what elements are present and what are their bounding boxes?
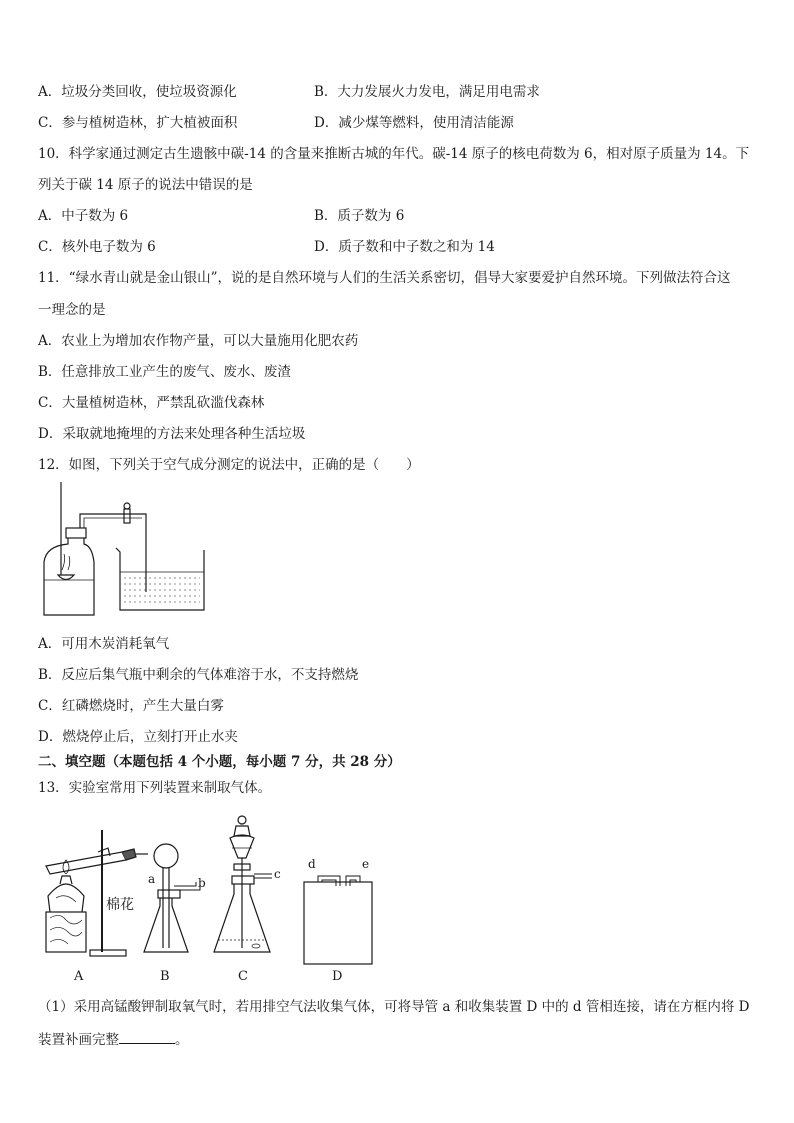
air-composition-apparatus-figure <box>36 480 216 620</box>
q11-option-d: D．采取就地掩埋的方法来处理各种生活垃圾 <box>38 426 306 442</box>
gas-preparation-apparatus-figure <box>36 812 396 988</box>
apparatus-b <box>144 844 200 952</box>
water-clamp <box>124 509 130 523</box>
q13-sub1-text: 装置补画完整 <box>38 1032 119 1048</box>
q9-option-d: D．减少煤等燃料，使用清洁能源 <box>314 115 514 131</box>
gas-collecting-bottle <box>44 538 94 615</box>
label-a: a <box>148 872 156 886</box>
q10-option-b: B．质子数为 6 <box>314 208 405 224</box>
q9-option-c: C．参与植树造林，扩大植被面积 <box>38 115 238 131</box>
answer-blank <box>119 1029 175 1044</box>
label-apparatus-b: B <box>160 969 170 984</box>
combustion-spoon <box>58 575 74 580</box>
apparatus-a <box>46 830 148 956</box>
q13-sub1-line2 <box>38 1029 189 1050</box>
bottle-stopper <box>66 528 86 538</box>
q13-sub1-end: 。 <box>175 1032 189 1048</box>
apparatus-d <box>304 876 372 964</box>
q11-option-c: C．大量植树造林，严禁乱砍滥伐森林 <box>38 395 265 411</box>
water-pattern <box>124 578 200 602</box>
q12-option-b: B．反应后集气瓶中剩余的气体难溶于水，不支持燃烧 <box>38 667 359 683</box>
q11-option-a: A．农业上为增加农作物产量，可以大量施用化肥农药 <box>38 333 359 349</box>
q10-stem-line2: 列关于碳 14 原子的说法中错误的是 <box>38 177 253 193</box>
q13-stem: 13．实验室常用下列装置来制取气体。 <box>38 780 272 796</box>
q13-sub1-line1: （1）采用高锰酸钾制取氧气时，若用排空气法收集气体，可将导管 a 和收集装置 D 中的 d 管相连接，请在方框内将 D <box>38 999 750 1015</box>
label-d: d <box>308 857 316 871</box>
q10-option-d: D．质子数和中子数之和为 14 <box>314 239 495 255</box>
connecting-tube-inner <box>84 518 142 528</box>
label-apparatus-d: D <box>332 969 343 984</box>
q12-option-a: A．可用木炭消耗氧气 <box>38 636 170 652</box>
beaker <box>116 548 204 610</box>
flame <box>62 554 70 570</box>
q11-stem-line1: 11．“绿水青山就是金山银山”，说的是自然环境与人们的生活关系密切，倡导大家要爱护自然环境。下列做法符合这 <box>38 270 731 286</box>
apparatus-c <box>214 816 272 952</box>
label-c: c <box>274 867 281 881</box>
label-e: e <box>362 857 370 871</box>
section-heading: 二、填空题（本题包括 4 个小题，每小题 7 分，共 28 分） <box>38 754 401 770</box>
label-apparatus-a: A <box>74 969 84 984</box>
q11-option-b: B．任意排放工业产生的废气、废水、废渣 <box>38 364 291 380</box>
q10-stem-line1: 10．科学家通过测定古生遗骸中碳-14 的含量来推断古城的年代。碳-14 原子的核电荷数为 6，相对原子质量为 14。下 <box>38 146 750 162</box>
q9-option-b: B．大力发展火力发电，满足用电需求 <box>314 84 540 100</box>
q12-option-c: C．红磷燃烧时，产生大量白雾 <box>38 698 224 714</box>
clamp-screw <box>124 503 130 509</box>
label-cotton: 棉花 <box>106 897 134 913</box>
q11-stem-line2: 一理念的是 <box>38 302 106 318</box>
label-b: b <box>198 876 206 890</box>
label-apparatus-c: C <box>238 969 248 984</box>
q12-option-d: D．燃烧停止后，立刻打开止水夹 <box>38 729 238 745</box>
q10-option-c: C．核外电子数为 6 <box>38 239 156 255</box>
q10-option-a: A．中子数为 6 <box>38 208 129 224</box>
q12-stem: 12．如图，下列关于空气成分测定的说法中，正确的是（ ） <box>38 457 420 473</box>
q9-option-a: A．垃圾分类回收，使垃圾资源化 <box>38 84 237 100</box>
